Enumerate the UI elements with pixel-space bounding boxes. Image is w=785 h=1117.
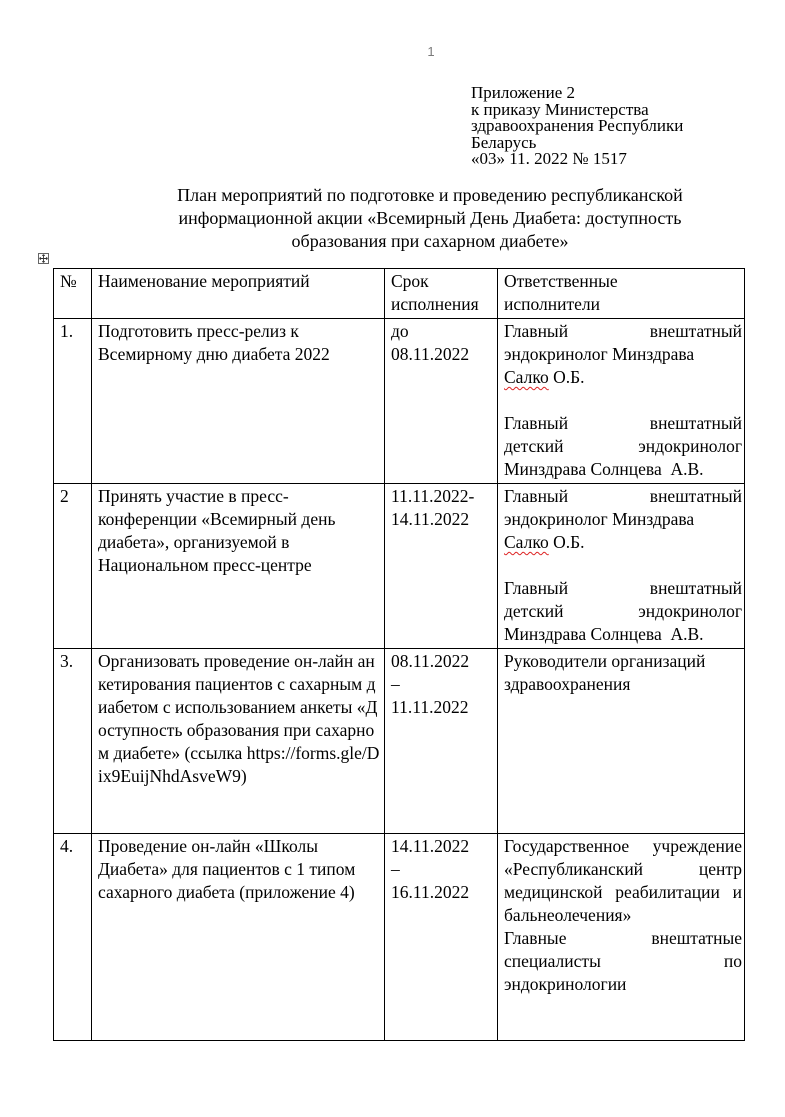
appendix-line: «03» 11. 2022 № 1517 xyxy=(471,149,627,168)
table-row xyxy=(54,649,745,834)
deadline-line: 11.11.2022- xyxy=(391,486,475,506)
responsible-line: Главный внештатный xyxy=(504,321,742,341)
responsible-initials: О.Б. xyxy=(548,532,585,552)
row-num: 2 xyxy=(54,484,92,649)
row-deadline xyxy=(385,484,498,649)
row-name: Подготовить пресс-релиз к Всемирному дню диабета 2022 xyxy=(92,319,385,484)
activities-table xyxy=(53,268,745,1041)
document-title xyxy=(90,184,770,253)
spellcheck-word[interactable]: Салко xyxy=(504,367,549,387)
responsible-line: эндокринолог Минздрава xyxy=(504,344,695,364)
header-name: Наименование мероприятий xyxy=(92,269,385,319)
responsible-line: Главный внештатный xyxy=(504,578,742,598)
header-responsible-line: Ответственные xyxy=(504,271,618,291)
deadline-line: до xyxy=(391,321,409,341)
row-name: Принять участие в пресс-конференции «Всемирный день диабета», организуемой в Национальном пресс-центре xyxy=(92,484,385,649)
deadline-line: 11.11.2022 xyxy=(391,697,469,717)
deadline-line: 16.11.2022 xyxy=(391,882,470,902)
table-row xyxy=(54,319,745,484)
deadline-line: 08.11.2022 xyxy=(391,651,470,671)
row-deadline xyxy=(385,649,498,834)
row-name: Организовать проведение он-лайн анкетирования пациентов с сахарным диабетом с использованием анкеты «Доступность образования при сахарном диабете» (ссылка https://forms.gle/Dix9EuijNhdAsveW9) xyxy=(92,649,385,834)
header-deadline-line: Срок xyxy=(391,271,429,291)
row-responsible xyxy=(498,834,745,1041)
row-num: 1. xyxy=(54,319,92,484)
row-responsible xyxy=(498,319,745,484)
title-line: образования при сахарном диабете» xyxy=(291,231,569,251)
header-responsible-line: исполнители xyxy=(504,294,600,314)
responsible-line: Главный внештатный xyxy=(504,413,742,433)
deadline-line: – xyxy=(391,674,400,694)
appendix-header xyxy=(471,85,771,168)
appendix-line: к приказу Министерства xyxy=(471,99,649,119)
spellcheck-word[interactable]: Салко xyxy=(504,532,549,552)
row-num: 3. xyxy=(54,649,92,834)
header-deadline-line: исполнения xyxy=(391,294,479,314)
page-number: 1 xyxy=(427,44,435,59)
responsible-line xyxy=(504,531,742,554)
appendix-line: Беларусь xyxy=(471,132,537,152)
table-row xyxy=(54,834,745,1041)
table-row xyxy=(54,484,745,649)
row-deadline xyxy=(385,319,498,484)
responsible-line: детский эндокринолог xyxy=(504,601,742,621)
responsible-line: Главный внештатный xyxy=(504,486,742,506)
responsible-initials: О.Б. xyxy=(548,367,585,387)
responsible-line: детский эндокринолог xyxy=(504,436,742,456)
title-line: информационной акции «Всемирный День Диабета: доступность xyxy=(178,208,682,228)
header-responsible xyxy=(498,269,745,319)
table-move-handle-icon[interactable] xyxy=(38,253,49,264)
deadline-line: 14.11.2022 xyxy=(391,509,470,529)
appendix-line: Приложение 2 xyxy=(471,83,575,102)
responsible-block: Главные внештатные специалисты по эндокринологии xyxy=(504,928,742,994)
deadline-line: – xyxy=(391,859,400,879)
row-name: Проведение он-лайн «Школы Диабета» для пациентов с 1 типом сахарного диабета (приложение 4) xyxy=(92,834,385,1041)
row-responsible: Руководители организаций здравоохранения xyxy=(498,649,745,834)
table-header-row xyxy=(54,269,745,319)
row-deadline xyxy=(385,834,498,1041)
title-line: План мероприятий по подготовке и проведению республиканской xyxy=(177,185,683,205)
responsible-line xyxy=(504,366,742,389)
header-deadline xyxy=(385,269,498,319)
row-num: 4. xyxy=(54,834,92,1041)
deadline-line: 08.11.2022 xyxy=(391,344,470,364)
responsible-line: эндокринолог Минздрава xyxy=(504,509,695,529)
responsible-line: Минздрава Солнцева А.В. xyxy=(504,624,704,644)
appendix-line: здравоохранения Республики xyxy=(471,116,684,135)
deadline-line: 14.11.2022 xyxy=(391,836,470,856)
responsible-line: Минздрава Солнцева А.В. xyxy=(504,459,704,479)
responsible-block: Государственное учреждение «Республиканский центр медицинской реабилитации и бальнеолечения» xyxy=(504,836,742,925)
header-num: № xyxy=(54,269,92,319)
row-responsible xyxy=(498,484,745,649)
